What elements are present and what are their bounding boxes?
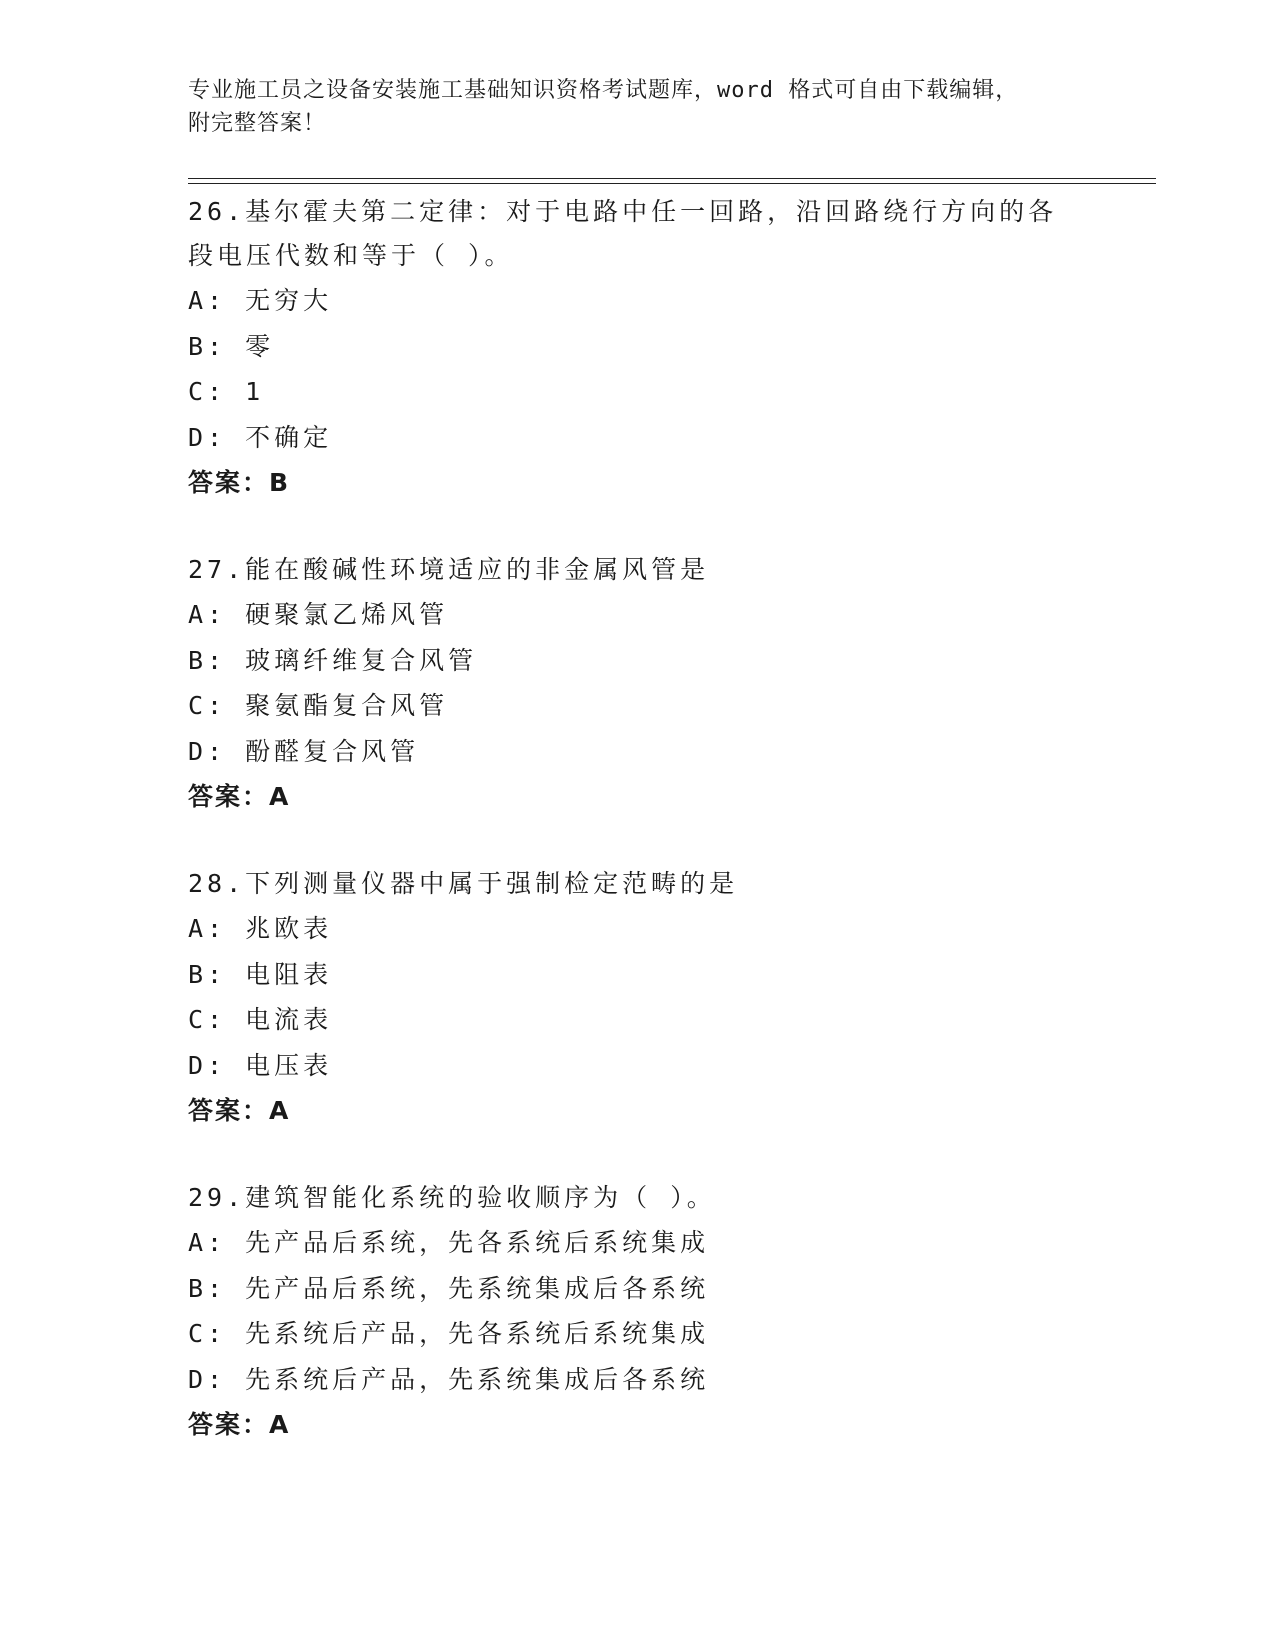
answer-label: 答案： bbox=[188, 468, 270, 497]
question-stem: 28.下列测量仪器中属于强制检定范畴的是 bbox=[188, 869, 739, 898]
answer-value: A bbox=[269, 1096, 290, 1125]
option-a: A: 先产品后系统，先各系统后系统集成 bbox=[188, 1228, 710, 1257]
option-d: D: 酚醛复合风管 bbox=[188, 736, 420, 766]
question-28 bbox=[188, 862, 1088, 1134]
question-27 bbox=[188, 548, 1088, 820]
question-spacer bbox=[188, 1134, 1088, 1176]
option-a: A: 兆欧表 bbox=[188, 914, 333, 943]
answer-label: 答案： bbox=[188, 782, 270, 811]
option-b: B: 先产品后系统，先系统集成后各系统 bbox=[188, 1273, 710, 1303]
option-d: D: 不确定 bbox=[188, 422, 333, 452]
header-line-1: 专业施工员之设备安装施工基础知识资格考试题库，word 格式可自由下载编辑， bbox=[188, 78, 1019, 103]
header-note bbox=[188, 74, 1068, 140]
header-divider-top bbox=[188, 178, 1156, 179]
question-26 bbox=[188, 190, 1088, 506]
answer-line bbox=[188, 460, 1088, 506]
option-b: B: 玻璃纤维复合风管 bbox=[188, 645, 478, 675]
answer-line bbox=[188, 1088, 1088, 1134]
option-a: A: 无穷大 bbox=[188, 286, 333, 315]
answer-line bbox=[188, 774, 1088, 820]
question-spacer bbox=[188, 506, 1088, 548]
option-c: C: 1 bbox=[188, 377, 265, 406]
question-spacer bbox=[188, 820, 1088, 862]
option-c: C: 先系统后产品，先各系统后系统集成 bbox=[188, 1319, 710, 1348]
option-c: C: 电流表 bbox=[188, 1005, 333, 1034]
question-stem: 26.基尔霍夫第二定律：对于电路中任一回路，沿回路绕行方向的各段电压代数和等于（ ）。 bbox=[188, 197, 1058, 270]
question-stem: 29.建筑智能化系统的验收顺序为（ ）。 bbox=[188, 1183, 716, 1212]
question-stem: 27.能在酸碱性环境适应的非金属风管是 bbox=[188, 555, 710, 584]
answer-line bbox=[188, 1402, 1088, 1448]
answer-value: A bbox=[269, 782, 290, 811]
option-b: B: 零 bbox=[188, 331, 275, 361]
header-divider-bottom bbox=[188, 183, 1156, 184]
option-c: C: 聚氨酯复合风管 bbox=[188, 691, 449, 720]
option-a: A: 硬聚氯乙烯风管 bbox=[188, 600, 449, 629]
option-d: D: 电压表 bbox=[188, 1050, 333, 1080]
option-b: B: 电阻表 bbox=[188, 959, 333, 989]
question-list bbox=[188, 190, 1088, 1448]
answer-value: B bbox=[269, 468, 290, 497]
answer-label: 答案： bbox=[188, 1096, 270, 1125]
header-line-2: 附完整答案！ bbox=[188, 111, 327, 136]
answer-value: A bbox=[269, 1410, 290, 1439]
option-d: D: 先系统后产品，先系统集成后各系统 bbox=[188, 1364, 710, 1394]
question-29 bbox=[188, 1176, 1088, 1448]
answer-label: 答案： bbox=[188, 1410, 270, 1439]
